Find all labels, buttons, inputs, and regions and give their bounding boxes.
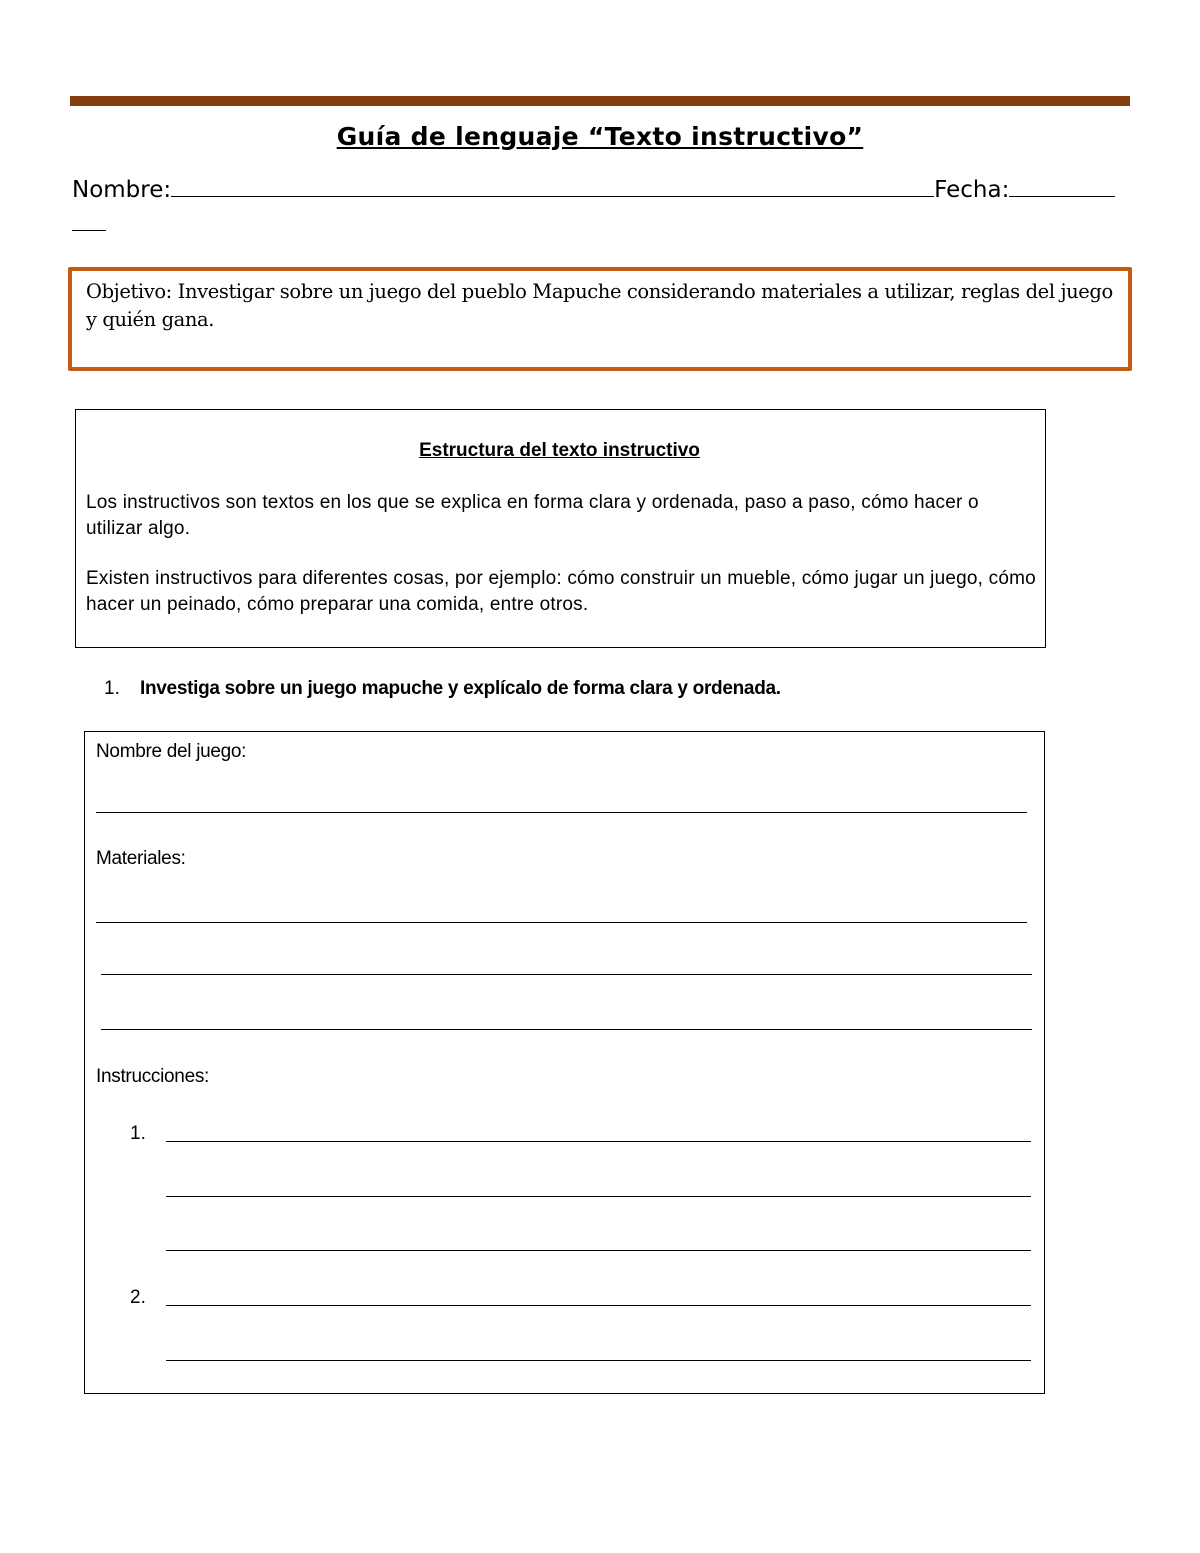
page-title: Guía de lenguaje “Texto instructivo” [336, 122, 864, 151]
step-number: 1. [130, 1123, 146, 1144]
materials-label: Materiales: [96, 848, 186, 869]
date-label: Fecha: [934, 177, 1010, 203]
question-text: Investiga sobre un juego mapuche y explícalo de forma clara y ordenada. [140, 678, 781, 699]
objective-text: Objetivo: Investigar sobre un juego del pueblo Mapuche considerando materiales a utilizar, reglas del juego y quién gana. [86, 280, 1113, 331]
name-field[interactable] [171, 172, 934, 197]
game-name-label: Nombre del juego: [96, 741, 247, 762]
instruction-line[interactable] [166, 1305, 1031, 1306]
materials-line[interactable] [101, 974, 1032, 975]
header-rule [70, 96, 1130, 106]
materials-line[interactable] [101, 1029, 1032, 1030]
structure-title: Estructura del texto instructivo [419, 440, 700, 461]
instruction-line[interactable] [166, 1250, 1031, 1251]
instruction-line[interactable] [166, 1141, 1031, 1142]
instructions-label: Instrucciones: [96, 1066, 210, 1087]
name-date-line [72, 172, 1127, 205]
date-field[interactable] [1009, 172, 1115, 197]
answer-box [84, 731, 1045, 1394]
date-field-continuation[interactable] [72, 208, 106, 231]
instruction-line[interactable] [166, 1360, 1031, 1361]
question [104, 678, 781, 700]
name-label: Nombre: [72, 177, 172, 203]
materials-line[interactable] [96, 922, 1027, 923]
instruction-line[interactable] [166, 1196, 1031, 1197]
question-number: 1. [104, 678, 120, 699]
structure-paragraph: Existen instructivos para diferentes cosas, por ejemplo: cómo construir un mueble, cómo jugar un juego, cómo hacer un peinado, cómo preparar una comida, entre otros. [86, 568, 1036, 615]
structure-paragraph: Los instructivos son textos en los que se explica en forma clara y ordenada, paso a paso, cómo hacer o utilizar algo. [86, 492, 979, 539]
step-number: 2. [130, 1287, 146, 1308]
game-name-line[interactable] [96, 812, 1027, 813]
